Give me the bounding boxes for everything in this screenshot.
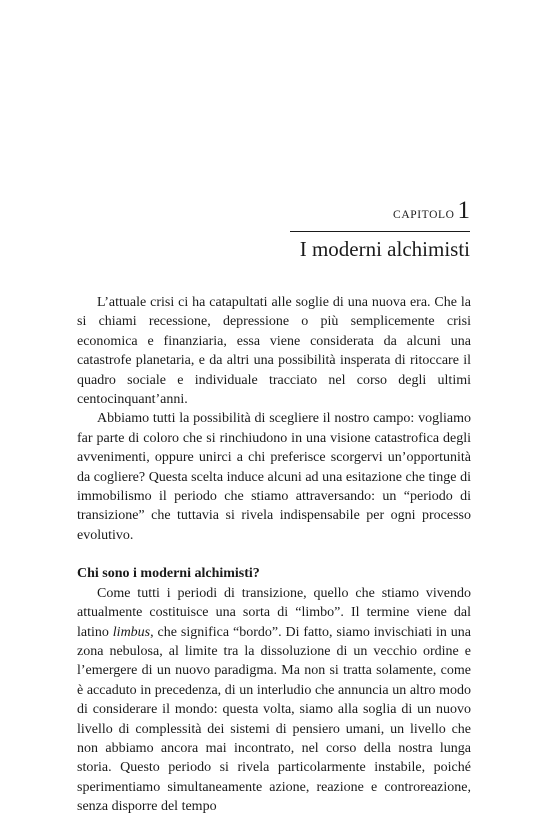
paragraph-3-rest: , che significa “bordo”. Di fatto, siamo invischiati in una zona nebulosa, al limite tra la dissoluzione di un vecchio ordine e l’emergere di un nuovo paradigma. Ma non si tratta solamente, come è accaduto in precedenza, di un interludio che annuncia un altro modo di considerare il mondo: questa volta, siamo alla soglia di un nuovo livello di complessità dei sistemi di pensiero umani, un livello che non abbiamo ancora mai incontrato, nel corso della nostra lunga storia. Questo periodo si rivela particolarmente instabile, poiché sperimentiamo simultaneamente azione, reazione e controreazione, senza disporre del tempo: [77, 624, 472, 815]
chapter-title: I moderni alchimisti: [299, 237, 470, 261]
paragraph-1: L’attuale crisi ci ha catapultati alle soglie di una nuova era. Che la si chiami recessione, depressione o più semplicemente crisi economica e finanziaria, essa viene considerata da alcuni una catastrofe planetaria, e da altri una possibilità insperata di ritoccare il quadro sociale e individuale tracciato nel corso degli ultimi centocinquant’anni.: [77, 295, 471, 408]
chapter-label: CAPITOLO: [393, 209, 455, 221]
paragraph-2: Abbiamo tutti la possibilità di scegliere il nostro campo: vogliamo far parte di coloro che si rinchiudono in una visione catastrofica degli avvenimenti, oppure unirci a chi preferisce scorgervi un’opportunità da cogliere? Questa scelta induce alcuni ad una esitazione che tinge di immobilismo il periodo che stiamo attraversando: un “periodo di transizione” che tuttavia si rivela indispensabile per ogni processo evolutivo.: [77, 411, 471, 543]
section-heading: Chi sono i moderni alchimisti?: [77, 566, 260, 582]
chapter-number: 1: [457, 197, 470, 224]
italic-term: limbus: [112, 624, 151, 640]
chapter-header: [290, 198, 470, 223]
chapter-rule: [290, 231, 470, 232]
paragraph-3: [77, 584, 471, 817]
body-text: [77, 293, 471, 817]
paragraph-3-start: Come tutti i periodi di transizione, quello che stiamo vivendo attualmente costituisce una sorta di “limbo”. Il termine viene dal latino: [77, 585, 471, 640]
